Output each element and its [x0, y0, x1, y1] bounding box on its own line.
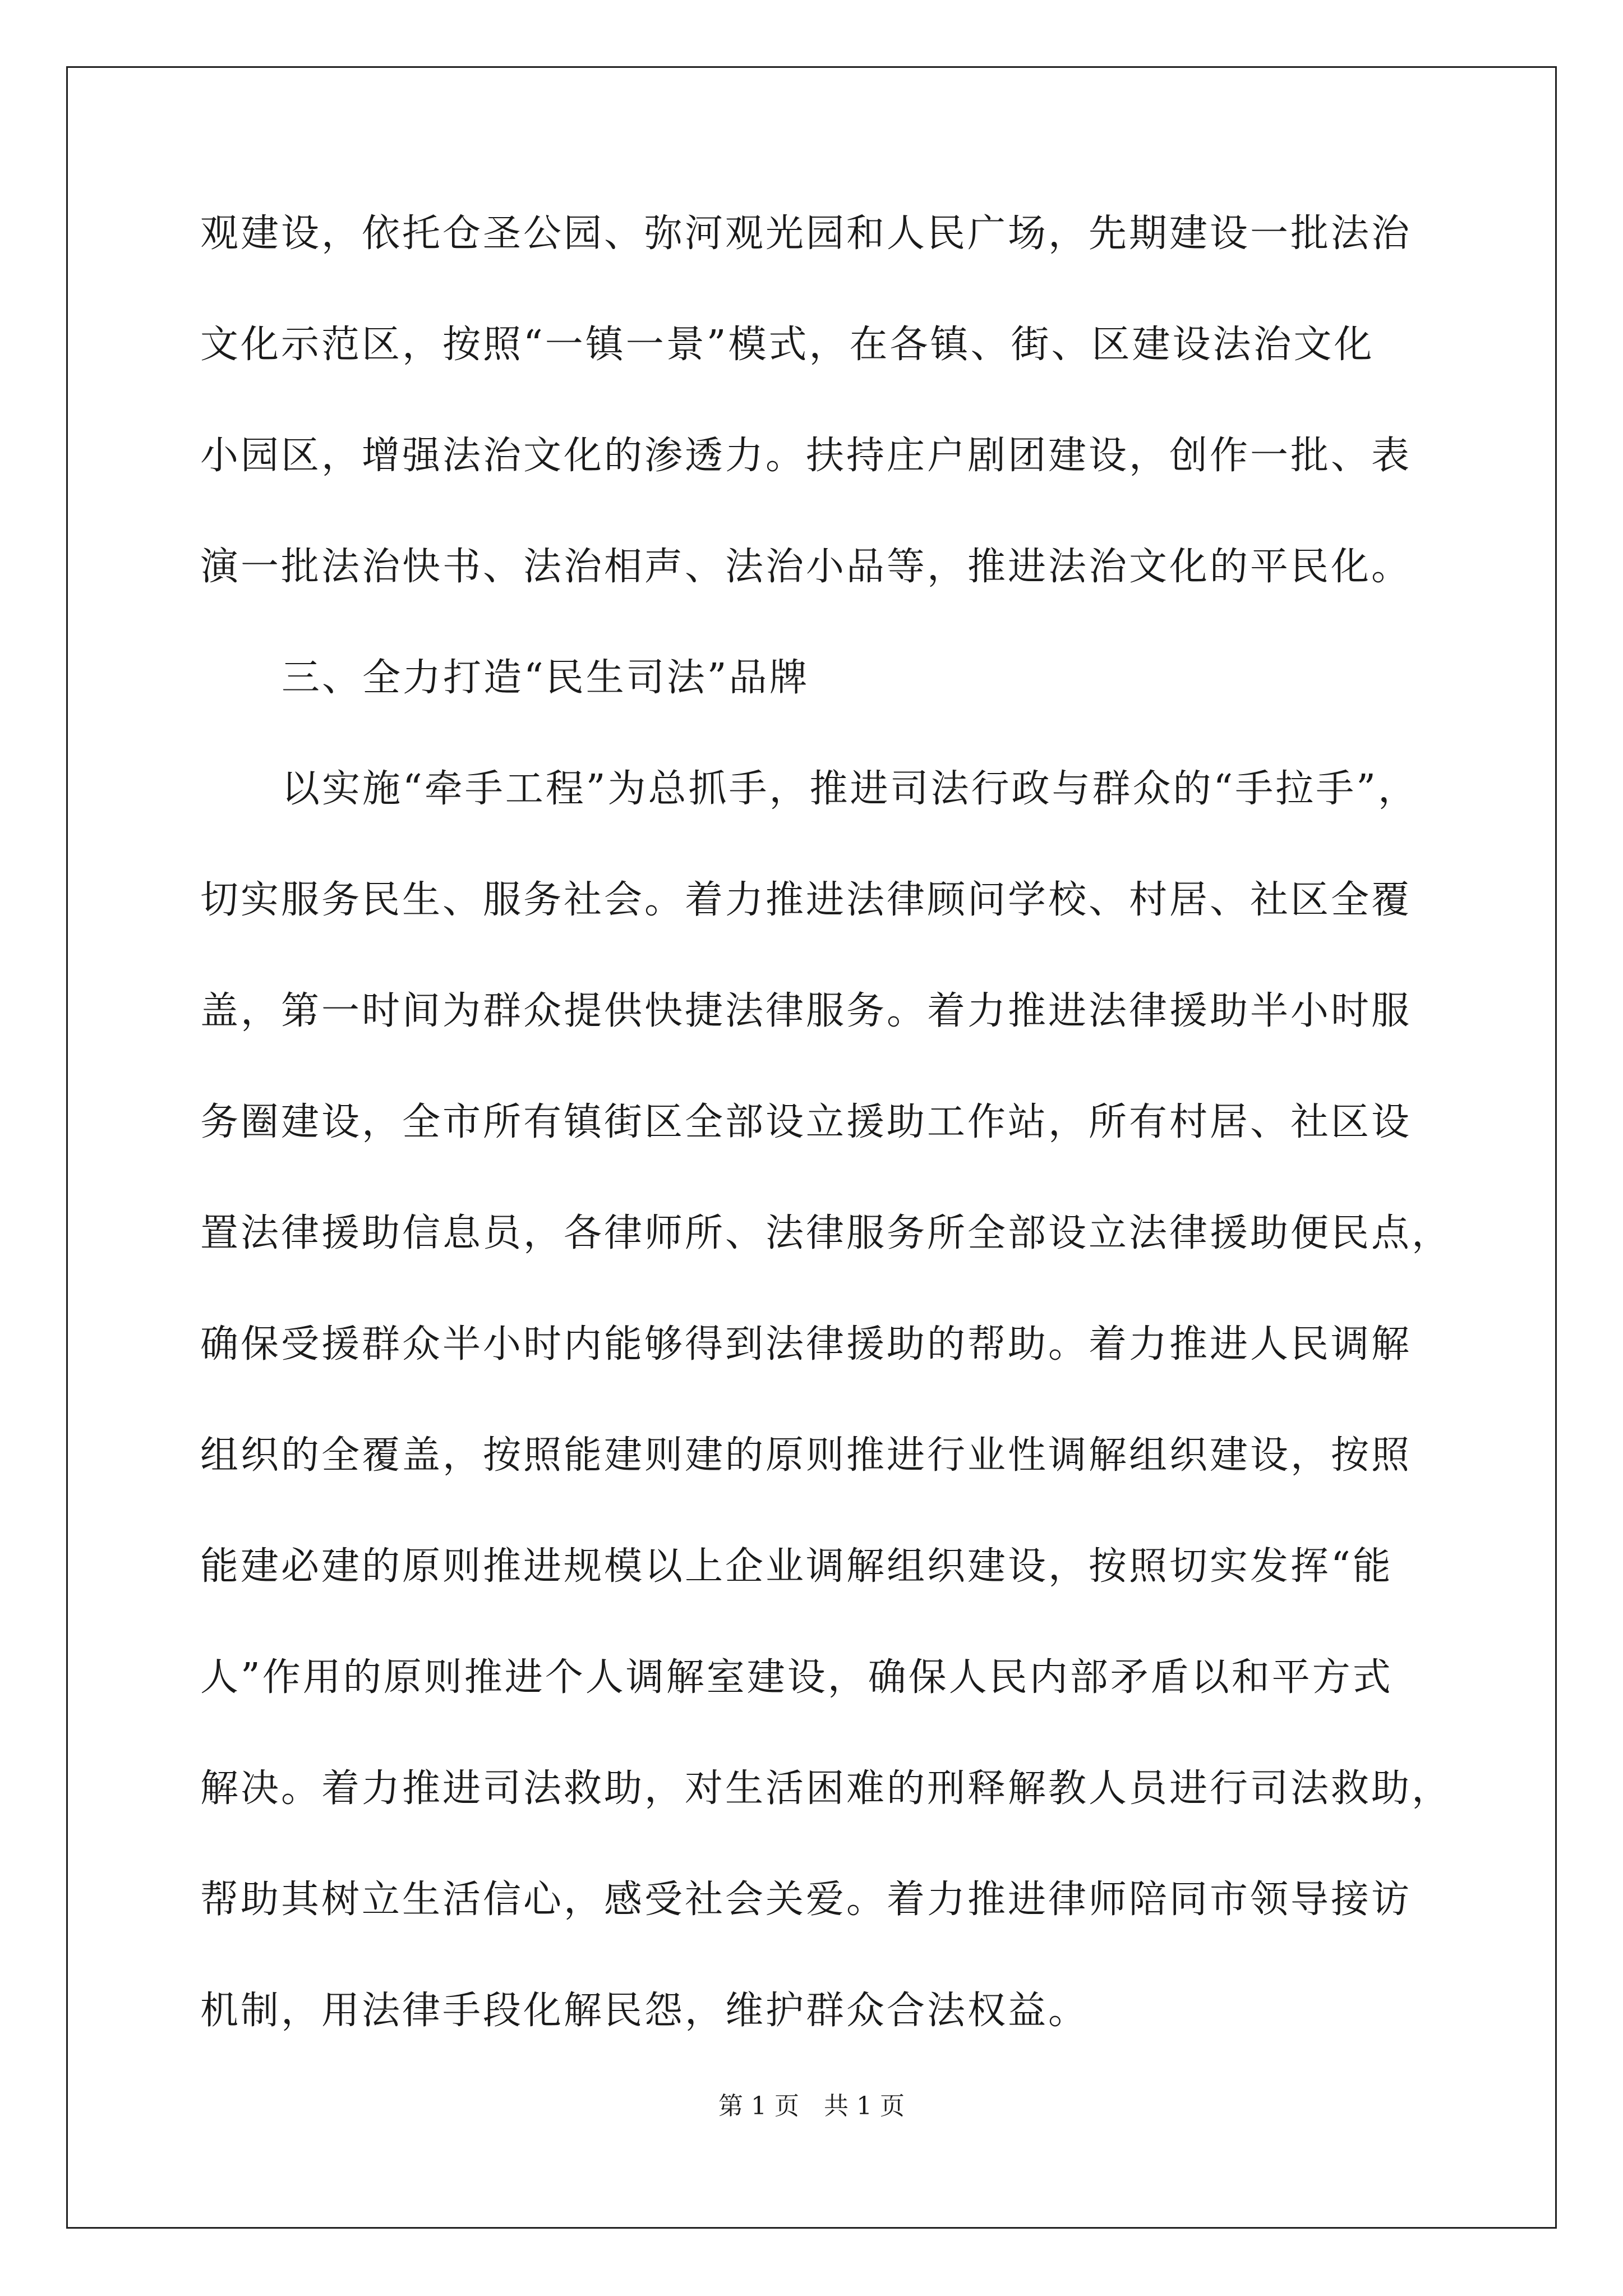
paragraph-line: 以实施“牵手工程”为总抓手，推进司法行政与群众的“手拉手”，	[282, 767, 1419, 811]
paragraph-line: 机制，用法律手段化解民怨，维护群众合法权益。	[200, 1989, 1089, 2033]
paragraph-line: 置法律援助信息员，各律师所、法律服务所全部设立法律援助便民点，	[200, 1211, 1453, 1255]
paragraph-line: 盖，第一时间为群众提供快捷法律服务。着力推进法律援助半小时服	[200, 989, 1412, 1033]
paragraph-line: 观建设，依托仓圣公园、弥河观光园和人民广场，先期建设一批法治	[200, 211, 1412, 256]
paragraph-line: 帮助其树立生活信心，感受社会关爱。着力推进律师陪同市领导接访	[200, 1878, 1412, 1922]
paragraph-line: 解决。着力推进司法救助，对生活困难的刑释解教人员进行司法救助，	[200, 1766, 1453, 1811]
paragraph-line: 文化示范区，按照“一镇一景”模式，在各镇、街、区建设法治文化	[200, 323, 1375, 367]
paragraph-line: 切实服务民生、服务社会。着力推进法律顾问学校、村居、社区全覆	[200, 878, 1412, 922]
paragraph-line: 演一批法治快书、法治相声、法治小品等，推进法治文化的平民化。	[200, 545, 1412, 589]
paragraph-line: 确保受援群众半小时内能够得到法律援助的帮助。着力推进人民调解	[200, 1322, 1412, 1366]
paragraph-line: 人”作用的原则推进个人调解室建设，确保人民内部矛盾以和平方式	[200, 1655, 1393, 1700]
paragraph-line: 务圈建设，全市所有镇街区全部设立援助工作站，所有村居、社区设	[200, 1100, 1412, 1144]
paragraph-line: 能建必建的原则推进规模以上企业调解组织建设，按照切实发挥“能	[200, 1544, 1393, 1589]
paragraph-line: 组织的全覆盖，按照能建则建的原则推进行业性调解组织建设，按照	[200, 1433, 1412, 1478]
page-number: 第 1 页 共 1 页	[718, 2092, 905, 2120]
paragraph-line: 小园区，增强法治文化的渗透力。扶持庄户剧团建设，创作一批、表	[200, 434, 1412, 478]
section-heading: 三、全力打造“民生司法”品牌	[282, 656, 810, 700]
